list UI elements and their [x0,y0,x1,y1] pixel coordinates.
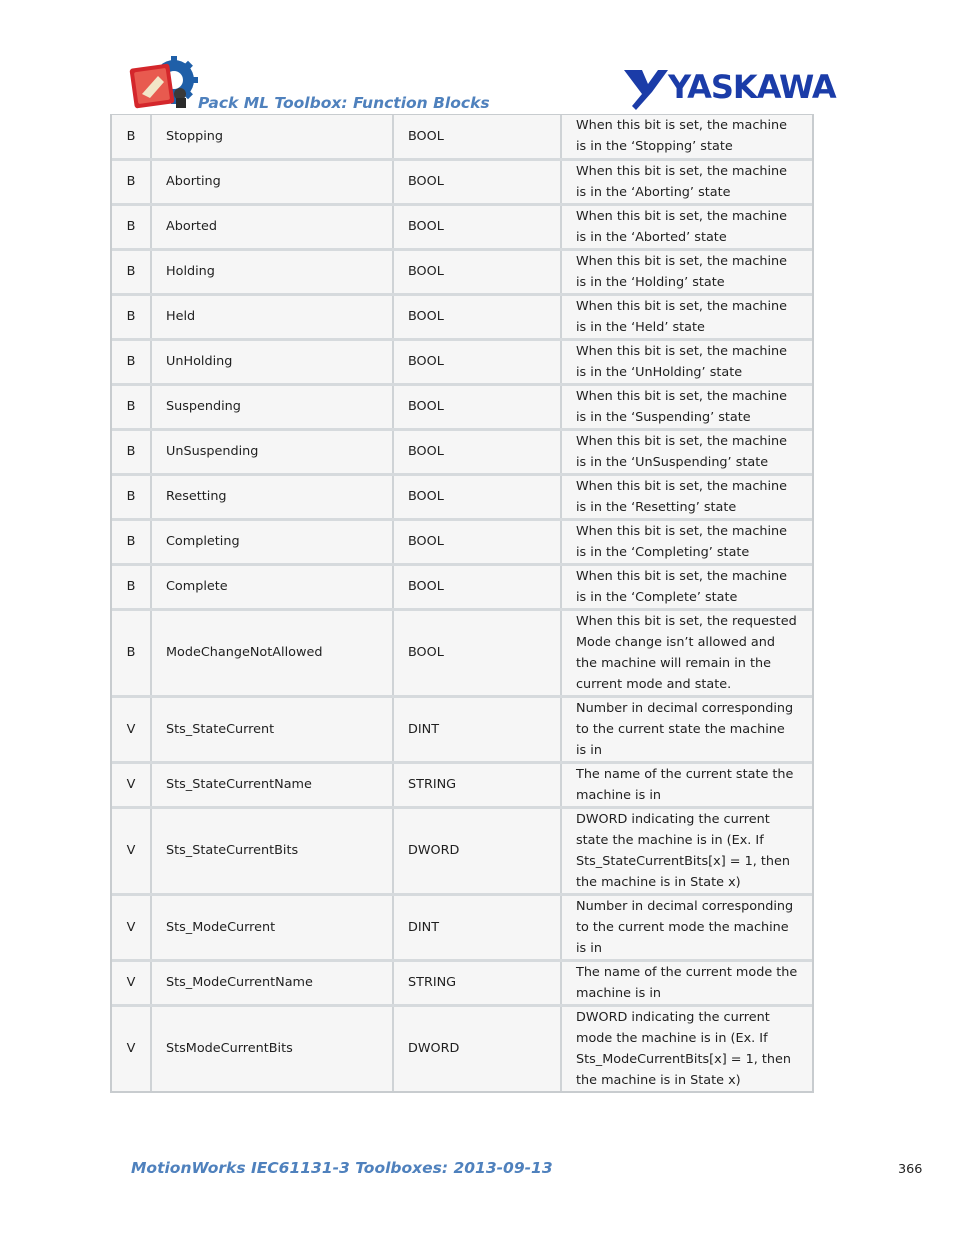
param-datatype-cell: BOOL [393,204,561,249]
param-datatype-cell: DWORD [393,807,561,894]
param-kind-cell: B [112,294,151,339]
param-kind-cell: B [112,339,151,384]
param-kind-cell: B [112,249,151,294]
param-description-cell: When this bit is set, the machine is in the ‘Stopping’ state [561,115,812,159]
param-kind-cell: B [112,159,151,204]
param-name-cell: Aborting [151,159,393,204]
param-name-cell: Held [151,294,393,339]
table-row [112,474,812,519]
param-name-cell: UnHolding [151,339,393,384]
param-name-cell: Resetting [151,474,393,519]
param-name-cell: ModeChangeNotAllowed [151,609,393,696]
param-kind-cell: V [112,894,151,960]
param-datatype-cell: BOOL [393,609,561,696]
table-row [112,762,812,807]
yaskawa-mark-icon [624,70,668,110]
table-row [112,384,812,429]
param-datatype-cell: BOOL [393,384,561,429]
param-name-cell: Sts_StateCurrentBits [151,807,393,894]
param-datatype-cell: BOOL [393,159,561,204]
yaskawa-logo [622,66,844,112]
param-datatype-cell: STRING [393,762,561,807]
param-kind-cell: B [112,519,151,564]
param-description-cell: When this bit is set, the machine is in the ‘Aborted’ state [561,204,812,249]
table-row [112,1005,812,1091]
param-datatype-cell: STRING [393,960,561,1005]
param-datatype-cell: BOOL [393,429,561,474]
param-name-cell: Holding [151,249,393,294]
param-description-cell: When this bit is set, the requested Mode change isn’t allowed and the machine will remain in the current mode and state. [561,609,812,696]
table-row [112,339,812,384]
param-kind-cell: B [112,564,151,609]
param-kind-cell: V [112,960,151,1005]
param-name-cell: Suspending [151,384,393,429]
param-name-cell: Aborted [151,204,393,249]
param-description-cell: DWORD indicating the current mode the machine is in (Ex. If Sts_ModeCurrentBits[x] = 1, then the machine is in State x) [561,1005,812,1091]
table-row [112,249,812,294]
param-kind-cell: B [112,429,151,474]
table-row [112,429,812,474]
param-name-cell: Stopping [151,115,393,159]
param-description-cell: Number in decimal corresponding to the current state the machine is in [561,696,812,762]
param-description-cell: When this bit is set, the machine is in the ‘Complete’ state [561,564,812,609]
table-row [112,564,812,609]
param-description-cell: When this bit is set, the machine is in the ‘Held’ state [561,294,812,339]
param-datatype-cell: DINT [393,894,561,960]
table-row [112,204,812,249]
param-name-cell: UnSuspending [151,429,393,474]
param-description-cell: Number in decimal corresponding to the current mode the machine is in [561,894,812,960]
param-datatype-cell: BOOL [393,294,561,339]
param-datatype-cell: BOOL [393,339,561,384]
param-description-cell: When this bit is set, the machine is in the ‘Suspending’ state [561,384,812,429]
table-row [112,609,812,696]
param-name-cell: Sts_StateCurrentName [151,762,393,807]
param-datatype-cell: DINT [393,696,561,762]
param-description-cell: When this bit is set, the machine is in the ‘Aborting’ state [561,159,812,204]
param-datatype-cell: BOOL [393,519,561,564]
table-row [112,696,812,762]
page-number: 366 [898,1162,923,1177]
param-description-cell: The name of the current state the machine is in [561,762,812,807]
table-row [112,115,812,159]
table-row [112,519,812,564]
parameter-table [110,114,814,1093]
param-kind-cell: B [112,609,151,696]
param-description-cell: When this bit is set, the machine is in the ‘Completing’ state [561,519,812,564]
footer-title: MotionWorks IEC61131-3 Toolboxes: 2013-09-13 [131,1159,553,1177]
param-name-cell: Complete [151,564,393,609]
table-row [112,960,812,1005]
table-row [112,294,812,339]
param-kind-cell: B [112,115,151,159]
param-description-cell: When this bit is set, the machine is in the ‘UnHolding’ state [561,339,812,384]
param-datatype-cell: BOOL [393,115,561,159]
document-title: Pack ML Toolbox: Function Blocks [198,94,490,112]
param-description-cell: When this bit is set, the machine is in the ‘Holding’ state [561,249,812,294]
param-description-cell: DWORD indicating the current state the machine is in (Ex. If Sts_StateCurrentBits[x] = 1, then the machine is in State x) [561,807,812,894]
table-row [112,807,812,894]
param-kind-cell: V [112,762,151,807]
param-name-cell: Sts_StateCurrent [151,696,393,762]
param-datatype-cell: DWORD [393,1005,561,1091]
param-datatype-cell: BOOL [393,249,561,294]
param-name-cell: StsModeCurrentBits [151,1005,393,1091]
param-name-cell: Completing [151,519,393,564]
param-name-cell: Sts_ModeCurrentName [151,960,393,1005]
param-kind-cell: B [112,474,151,519]
param-kind-cell: V [112,807,151,894]
toolbox-logo-icon [128,54,200,112]
param-kind-cell: V [112,1005,151,1091]
param-kind-cell: B [112,204,151,249]
table-row [112,159,812,204]
param-name-cell: Sts_ModeCurrent [151,894,393,960]
param-kind-cell: V [112,696,151,762]
brand-wordmark: YASKAWA [668,68,836,106]
param-description-cell: When this bit is set, the machine is in the ‘UnSuspending’ state [561,429,812,474]
param-description-cell: The name of the current mode the machine is in [561,960,812,1005]
param-datatype-cell: BOOL [393,474,561,519]
param-datatype-cell: BOOL [393,564,561,609]
param-kind-cell: B [112,384,151,429]
param-description-cell: When this bit is set, the machine is in the ‘Resetting’ state [561,474,812,519]
table-row [112,894,812,960]
